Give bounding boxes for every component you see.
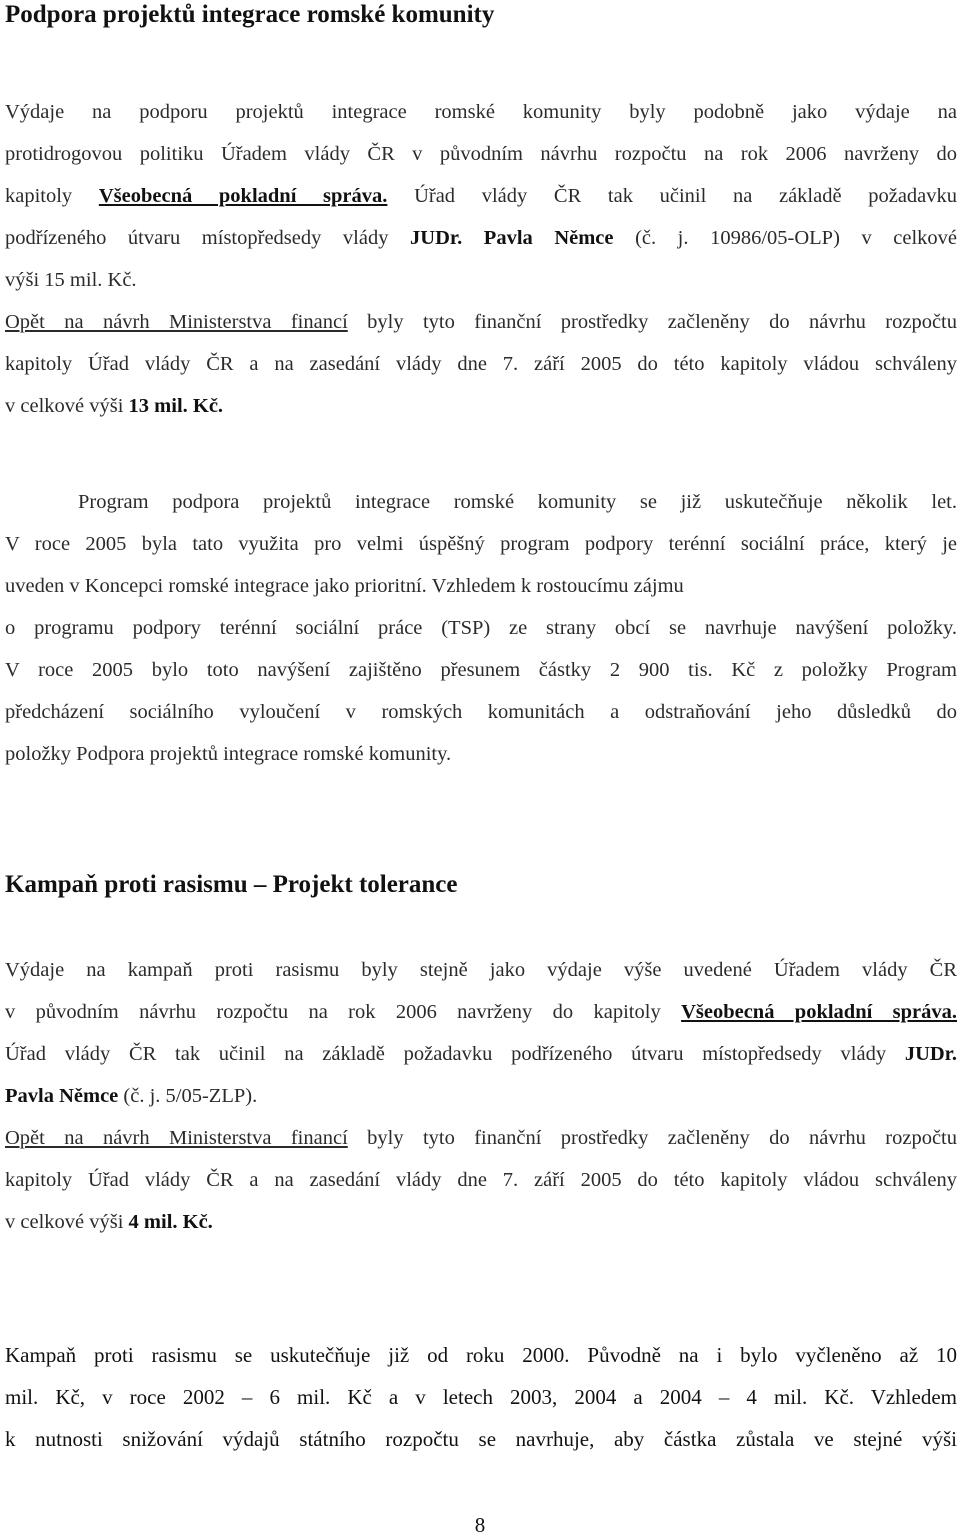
text-line: Kampaň proti rasismu se uskutečňuje již od roku 2000. Původně na i bylo vyčleněno až 10 [5, 1343, 957, 1367]
text-line: uveden v Koncepci romské integrace jako prioritní. Vzhledem k rostoucímu zájmu [5, 575, 684, 597]
text: kapitoly [5, 185, 73, 207]
text-line [5, 1209, 957, 1235]
text-line: V roce 2005 byla tato využita pro velmi úspěšný program podpory terénní sociální práce, který je [5, 533, 957, 555]
text-line [5, 1041, 957, 1067]
section-heading-anti-racism-campaign: Kampaň proti rasismu – Projekt tolerance [5, 871, 458, 898]
text-line: o programu podpory terénní sociální práce (TSP) ze strany obcí se navrhuje navýšení položky. [5, 617, 957, 639]
text-line: kapitoly Úřad vlády ČR a na zasedání vlády dne 7. září 2005 do této kapitoly vládou schváleny [5, 353, 957, 375]
budget-chapter-name: Všeobecná pokladní správa. [98, 185, 388, 207]
page-number: 8 [474, 1513, 486, 1537]
text: (č. j. 10986/05-OLP) v celkové [635, 227, 957, 249]
text: v celkové výši [5, 395, 124, 417]
text-line: Výdaje na podporu projektů integrace romské komunity byly podobně jako výdaje na [5, 101, 957, 123]
text-line: protidrogovou politiku Úřadem vlády ČR v původním návrhu rozpočtu na rok 2006 navrženy do [5, 143, 957, 165]
text: v původním návrhu rozpočtu na rok 2006 navrženy do kapitoly [5, 1001, 661, 1023]
ministry-reference: Opět na návrh Ministerstva financí [5, 311, 348, 333]
text: podřízeného útvaru místopředsedy vlády [5, 227, 389, 249]
text-line [5, 309, 957, 335]
text-line: kapitoly Úřad vlády ČR a na zasedání vlády dne 7. září 2005 do této kapitoly vládou schváleny [5, 1169, 957, 1191]
text-line [5, 393, 957, 419]
person-name: JUDr. Pavla Němce [410, 227, 614, 249]
text: byly tyto finanční prostředky začleněny do návrhu rozpočtu [367, 311, 958, 333]
text-line: Výdaje na kampaň proti rasismu byly stejně jako výdaje výše uvedené Úřadem vlády ČR [5, 959, 957, 981]
text-line [5, 225, 957, 251]
text-line [5, 1125, 957, 1151]
text-line [5, 999, 957, 1025]
text: Úřad vlády ČR tak učinil na základě požadavku podřízeného útvaru místopředsedy vlády [5, 1043, 887, 1065]
text: v celkové výši [5, 1211, 124, 1233]
approved-amount: 4 mil. Kč. [128, 1211, 213, 1233]
text-line: výši 15 mil. Kč. [5, 269, 137, 291]
text: byly tyto finanční prostředky začleněny do návrhu rozpočtu [367, 1127, 958, 1149]
text-line: Program podpora projektů integrace romské komunity se již uskutečňuje několik let. [78, 491, 957, 513]
text-line: předcházení sociálního vyloučení v romských komunitách a odstraňování jeho důsledků do [5, 701, 957, 723]
ministry-reference: Opět na návrh Ministerstva financí [5, 1127, 348, 1149]
section-heading-roma-integration: Podpora projektů integrace romské komunity [5, 1, 495, 28]
person-name: JUDr. [904, 1043, 958, 1065]
approved-amount: 13 mil. Kč. [128, 395, 224, 417]
text: (č. j. 5/05-ZLP). [123, 1085, 258, 1107]
text-line: mil. Kč, v roce 2002 – 6 mil. Kč a v letech 2003, 2004 a 2004 – 4 mil. Kč. Vzhledem [5, 1385, 957, 1409]
person-name: Pavla Němce [5, 1085, 119, 1107]
budget-chapter-name: Všeobecná pokladní správa. [681, 1001, 957, 1023]
text-line [5, 183, 957, 209]
text-line [5, 1083, 957, 1109]
text-line: položky Podpora projektů integrace romské komunity. [5, 743, 452, 765]
text-line: k nutnosti snižování výdajů státního rozpočtu se navrhuje, aby částka zůstala ve stejné výši [5, 1427, 957, 1451]
text: Úřad vlády ČR tak učinil na základě požadavku [414, 185, 958, 207]
text-line: V roce 2005 bylo toto navýšení zajištěno přesunem částky 2 900 tis. Kč z položky Program [5, 659, 957, 681]
